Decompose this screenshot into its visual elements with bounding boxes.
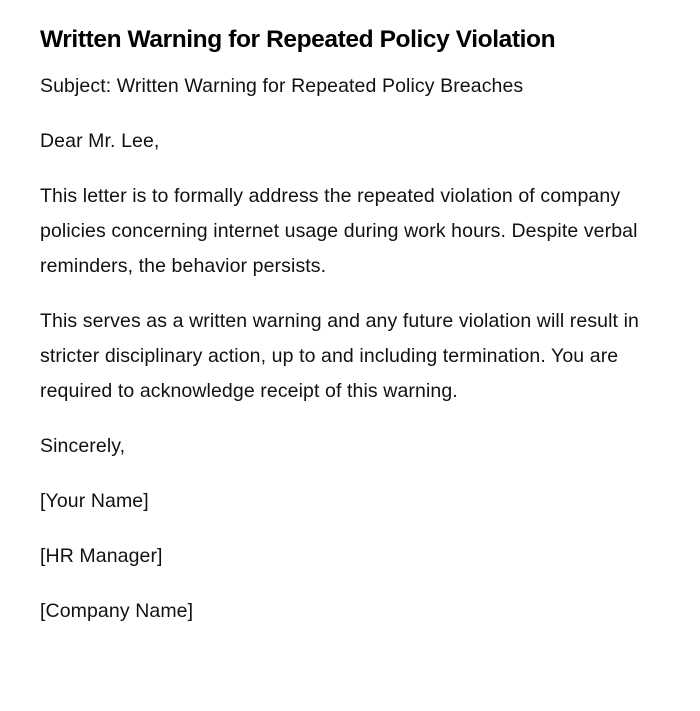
salutation: Dear Mr. Lee,: [40, 130, 160, 152]
letter-document: [40, 22, 640, 629]
body-paragraph-1: This letter is to formally address the repeated violation of company policies concerning internet usage during work hours. Despite verbal reminders, the behavior persists.: [40, 185, 638, 277]
document-title: Written Warning for Repeated Policy Violation: [40, 26, 556, 53]
closing: Sincerely,: [40, 435, 126, 457]
signature-name: [Your Name]: [40, 490, 149, 512]
signature-position: [HR Manager]: [40, 545, 163, 567]
signature-company: [Company Name]: [40, 600, 194, 622]
subject-line: Subject: Written Warning for Repeated Policy Breaches: [40, 75, 524, 97]
body-paragraph-2: This serves as a written warning and any future violation will result in stricter disciplinary action, up to and including termination. You are required to acknowledge receipt of this warning.: [40, 310, 639, 402]
